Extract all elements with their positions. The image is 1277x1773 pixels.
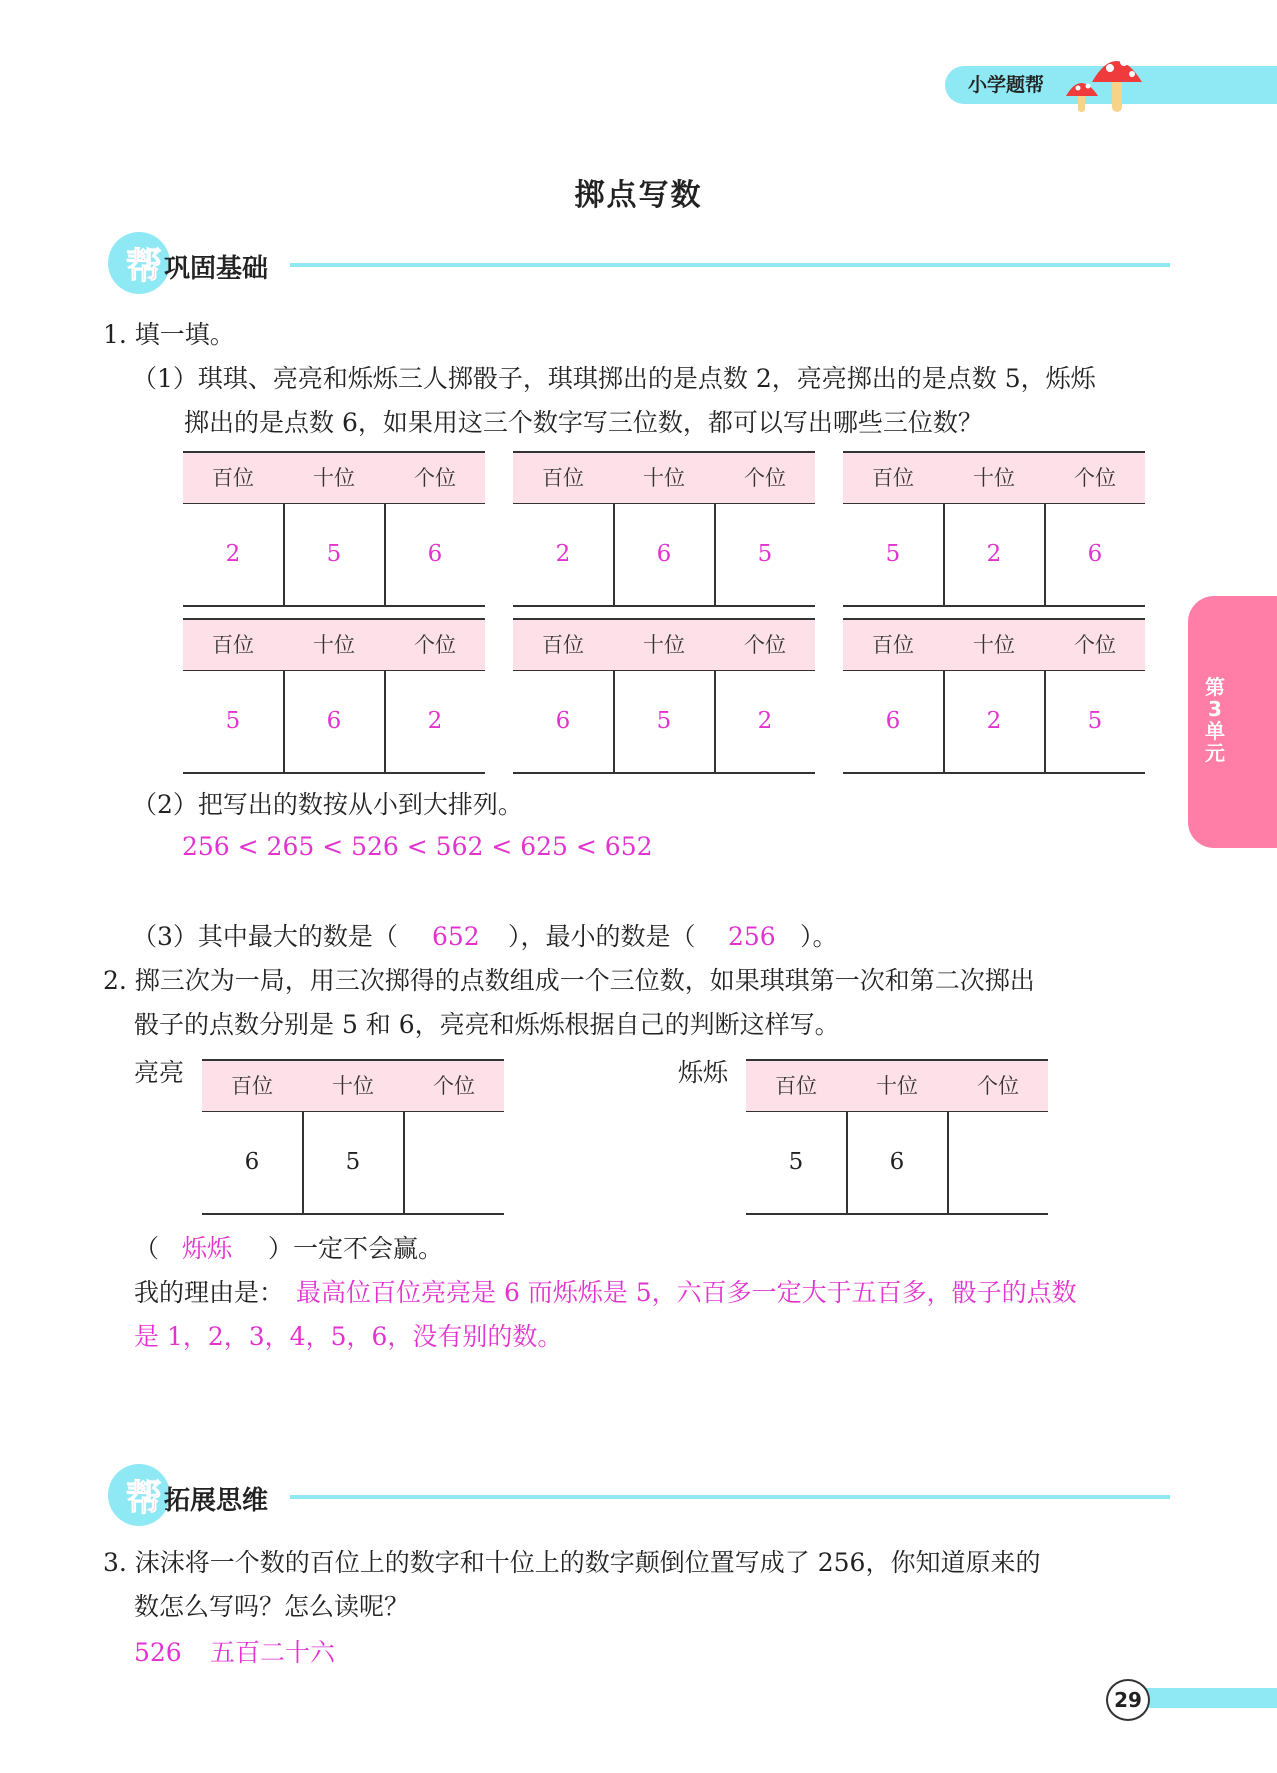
- place-value-table: [183, 451, 485, 607]
- header-tens: 十位: [973, 633, 1015, 657]
- header-hundreds: 百位: [231, 1074, 273, 1098]
- header-ones: 个位: [414, 466, 456, 490]
- header-ones: 个位: [1074, 466, 1116, 490]
- header-ones: 个位: [744, 466, 786, 490]
- value-ones: 6: [1087, 541, 1103, 567]
- q1-part3-b: ），最小的数是（: [508, 922, 696, 951]
- value-tens: 5: [656, 708, 672, 734]
- q1-part2: （2）把写出的数按从小到大排列。: [132, 790, 523, 819]
- name-shuoshuo: 烁烁: [678, 1058, 729, 1087]
- q2-blank-open: （: [134, 1234, 160, 1263]
- q2-reason-label: 我的理由是：: [134, 1278, 285, 1307]
- header-tens: 十位: [643, 466, 685, 490]
- section-label-extend: 拓展思维: [164, 1486, 269, 1516]
- place-value-table: [843, 618, 1145, 774]
- q2-blank-close: ）一定不会赢。: [268, 1234, 444, 1263]
- q2-line1: 2. 掷三次为一局，用三次掷得的点数组成一个三位数，如果琪琪第一次和第二次掷出: [103, 966, 1035, 995]
- value-hundreds: 6: [885, 708, 901, 734]
- header-ones: 个位: [1074, 633, 1116, 657]
- header-tens: 十位: [332, 1074, 374, 1098]
- value-hundreds: 6: [244, 1149, 260, 1175]
- q1-stem: 1. 填一填。: [103, 320, 235, 349]
- name-liangliang: 亮亮: [134, 1058, 185, 1087]
- value-hundreds: 5: [885, 541, 901, 567]
- q1-part3-c: ）。: [800, 922, 838, 951]
- value-tens: 5: [326, 541, 342, 567]
- value-hundreds: 2: [225, 541, 241, 567]
- q1-part1-line2: 掷出的是点数 6，如果用这三个数字写三位数，都可以写出哪些三位数？: [184, 408, 983, 437]
- mushroom-icon: [1058, 46, 1144, 116]
- q3-answer-reading: 五百二十六: [210, 1638, 336, 1667]
- q2-blank-answer: 烁烁: [182, 1234, 233, 1263]
- value-tens: 6: [889, 1149, 905, 1175]
- header-hundreds: 百位: [542, 633, 584, 657]
- section-divider: [290, 263, 1170, 267]
- header-hundreds: 百位: [212, 466, 254, 490]
- header-hundreds: 百位: [872, 633, 914, 657]
- q2-reason-line1: 最高位百位亮亮是 6 而烁烁是 5，六百多一定大于五百多，骰子的点数: [296, 1278, 1077, 1307]
- value-hundreds: 2: [555, 541, 571, 567]
- value-hundreds: 5: [788, 1149, 804, 1175]
- q3-line2: 数怎么写吗？怎么读呢？: [134, 1592, 410, 1621]
- header-hundreds: 百位: [542, 466, 584, 490]
- q3-line1: 3. 沫沫将一个数的百位上的数字和十位上的数字颠倒位置写成了 256，你知道原来的: [103, 1548, 1041, 1577]
- value-tens: 5: [345, 1149, 361, 1175]
- header-tens: 十位: [313, 633, 355, 657]
- section-bang: 帮: [126, 1478, 163, 1519]
- header-tens: 十位: [643, 633, 685, 657]
- section-label-basic: 巩固基础: [164, 254, 269, 284]
- value-ones: [948, 1112, 1048, 1213]
- place-value-table-liangliang: [202, 1059, 504, 1215]
- header-hundreds: 百位: [775, 1074, 817, 1098]
- place-value-table: [513, 451, 815, 607]
- value-tens: 6: [656, 541, 672, 567]
- place-value-table-shuoshuo: [746, 1059, 1048, 1215]
- value-hundreds: 5: [225, 708, 241, 734]
- place-value-table: [183, 618, 485, 774]
- q1-part1-line1: （1）琪琪、亮亮和烁烁三人掷骰子，琪琪掷出的是点数 2，亮亮掷出的是点数 5，烁烁: [132, 364, 1096, 393]
- header-ones: 个位: [977, 1074, 1019, 1098]
- brand-text: 小学题帮: [968, 74, 1045, 96]
- value-ones: 5: [1087, 708, 1103, 734]
- value-ones: 2: [757, 708, 773, 734]
- header-ones: 个位: [744, 633, 786, 657]
- value-ones: 2: [427, 708, 443, 734]
- q2-line2: 骰子的点数分别是 5 和 6，亮亮和烁烁根据自己的判断这样写。: [134, 1010, 840, 1039]
- header-hundreds: 百位: [212, 633, 254, 657]
- header-hundreds: 百位: [872, 466, 914, 490]
- header-tens: 十位: [876, 1074, 918, 1098]
- section-divider: [290, 1495, 1170, 1499]
- value-tens: 2: [986, 708, 1002, 734]
- place-value-table: [513, 618, 815, 774]
- page-number-bar: [1130, 1688, 1277, 1708]
- value-tens: 6: [326, 708, 342, 734]
- section-bang: 帮: [126, 246, 163, 287]
- value-ones: 5: [757, 541, 773, 567]
- q1-part3-answer-max: 652: [432, 922, 480, 951]
- q3-answer-number: 526: [134, 1638, 182, 1667]
- header-ones: 个位: [414, 633, 456, 657]
- value-ones: 6: [427, 541, 443, 567]
- header-tens: 十位: [973, 466, 1015, 490]
- q1-part2-answer: 256 < 265 < 526 < 562 < 625 < 652: [182, 832, 653, 861]
- q2-reason-line2: 是 1，2，3，4，5，6，没有别的数。: [134, 1322, 563, 1351]
- q1-part3-a: （3）其中最大的数是（: [132, 922, 398, 951]
- q1-part3-answer-min: 256: [728, 922, 776, 951]
- unit-side-label: 第3单元: [1205, 675, 1225, 765]
- value-ones: [404, 1112, 504, 1213]
- value-hundreds: 6: [555, 708, 571, 734]
- header-tens: 十位: [313, 466, 355, 490]
- page-title: 掷点写数: [574, 178, 703, 213]
- place-value-table: [843, 451, 1145, 607]
- value-tens: 2: [986, 541, 1002, 567]
- page-number: 29: [1106, 1679, 1150, 1721]
- header-ones: 个位: [433, 1074, 475, 1098]
